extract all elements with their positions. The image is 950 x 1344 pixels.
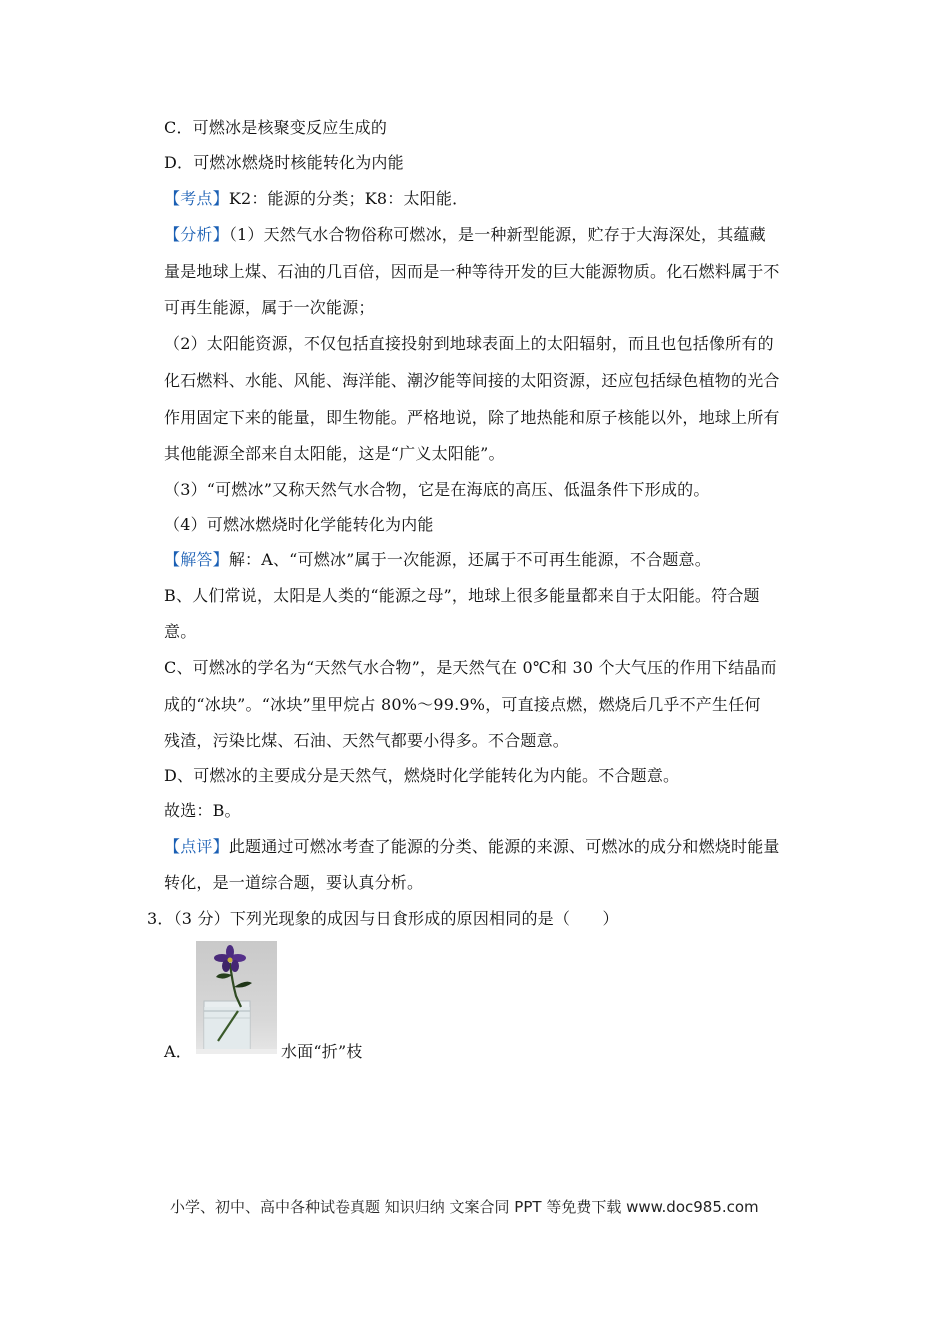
guxuan: 故选：B。: [164, 801, 241, 820]
dianping-tag: 【点评】: [164, 837, 229, 856]
jieda-line: [164, 550, 711, 570]
question-3: 3．（3 分）下列光现象的成因与日食形成的原因相同的是（ ）: [147, 909, 619, 928]
jieda-c3: 残渣，污染比煤、石油、天然气都要小得多。不合题意。: [164, 731, 570, 750]
fenxi-1b: 量是地球上煤、石油的几百倍，因而是一种等待开发的巨大能源物质。化石燃料属于不: [164, 262, 780, 281]
jieda-b2: 意。: [164, 622, 197, 641]
fenxi-tag: 【分析】: [164, 225, 229, 244]
option-c: C．可燃冰是核聚变反应生成的: [164, 118, 388, 137]
dianping-a: 此题通过可燃冰考查了能源的分类、能源的来源、可燃冰的成分和燃烧时能量: [228, 837, 780, 856]
fenxi-2a: （2）太阳能资源，不仅包括直接投射到地球表面上的太阳辐射，而且也包括像所有的: [164, 334, 774, 353]
fenxi-4: （4）可燃冰燃烧时化学能转化为内能: [164, 515, 434, 534]
jieda-b1: B、人们常说，太阳是人类的“能源之母”，地球上很多能量都来自于太阳能。符合题: [164, 586, 760, 605]
fenxi-2b: 化石燃料、水能、风能、海洋能、潮汐能等间接的太阳资源，还应包括绿色植物的光合: [164, 371, 780, 390]
footer-text: 小学、初中、高中各种试卷真题 知识归纳 文案合同 PPT 等免费下载 www.doc985.com: [170, 1198, 759, 1216]
kaodian-text: K2：能源的分类；K8：太阳能．: [228, 189, 469, 208]
dianping-line: [164, 837, 780, 857]
fenxi-2d: 其他能源全部来自太阳能，这是“广义太阳能”。: [164, 444, 505, 463]
option-a-text: 水面“折”枝: [280, 1042, 363, 1061]
jieda-d: D、可燃冰的主要成分是天然气，燃烧时化学能转化为内能。不合题意。: [164, 766, 680, 785]
kaodian-tag: 【考点】: [164, 189, 229, 208]
jieda-a: 解：A、“可燃冰”属于一次能源，还属于不可再生能源，不合题意。: [228, 550, 711, 569]
option-a-label: A．: [164, 1042, 192, 1061]
kaodian-line: [164, 189, 468, 209]
fenxi-2c: 作用固定下来的能量，即生物能。严格地说，除了地热能和原子核能以外，地球上所有: [164, 408, 780, 427]
fenxi-3: （3）“可燃冰”又称天然气水合物，它是在海底的高压、低温条件下形成的。: [164, 480, 710, 499]
flower-in-water-photo: [196, 941, 277, 1054]
fenxi-1a: （1）天然气水合物俗称可燃冰，是一种新型能源，贮存于大海深处，其蕴藏: [228, 225, 766, 244]
fenxi-line-1: [164, 225, 766, 245]
jieda-c1: C、可燃冰的学名为“天然气水合物”，是天然气在 0℃和 30 个大气压的作用下结晶而: [164, 658, 777, 677]
option-a-line: [164, 1042, 363, 1062]
jieda-c2: 成的“冰块”。“冰块”里甲烷占 80%～99.9%，可直接点燃，燃烧后几乎不产生任何: [164, 695, 761, 714]
jieda-tag: 【解答】: [164, 550, 229, 569]
fenxi-1c: 可再生能源，属于一次能源；: [164, 298, 375, 317]
dianping-b: 转化，是一道综合题，要认真分析。: [164, 873, 424, 892]
option-d: D．可燃冰燃烧时核能转化为内能: [164, 153, 404, 172]
